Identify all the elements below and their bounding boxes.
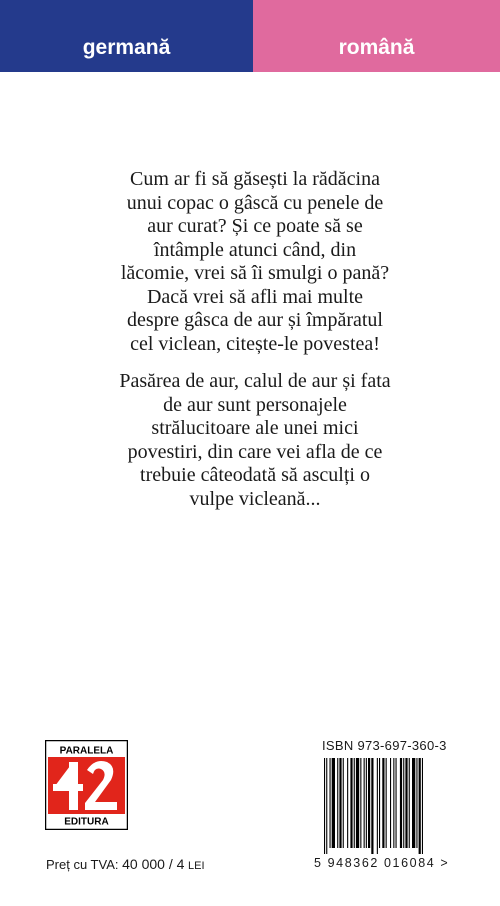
blurb-line: trebuie câteodată să asculți o xyxy=(140,464,370,486)
price-currency: LEI xyxy=(188,860,205,872)
blurb-line: de aur sunt personajele xyxy=(163,393,347,416)
barcode-bar xyxy=(324,758,325,854)
publisher-logo xyxy=(45,740,128,830)
blurb-line: lăcomie, vrei să îi smulgi o pană? xyxy=(120,262,390,284)
barcode-digits: 5 948362 016084 > xyxy=(314,856,450,870)
barcode-bar xyxy=(368,758,370,848)
blurb-paragraph-2 xyxy=(90,370,420,511)
blurb-paragraph-1 xyxy=(90,168,420,356)
logo-name-top: PARALELA xyxy=(59,745,114,757)
barcode-bar xyxy=(403,758,404,848)
isbn-number: ISBN 973-697-360-3 xyxy=(322,738,447,753)
blurb-line: vulpe vicleană... xyxy=(189,487,321,510)
barcode-bar xyxy=(364,758,365,848)
barcode-bar xyxy=(371,758,373,854)
barcode-bar xyxy=(386,758,387,848)
blurb-line: despre gâsca de aur și împăratul xyxy=(126,309,383,331)
barcode-bar xyxy=(393,758,394,848)
blurb-line: povestiri, din care vei afla de ce xyxy=(127,440,383,463)
language-label-german: germană xyxy=(82,36,171,59)
barcode-bar xyxy=(409,758,410,848)
language-label-romanian: română xyxy=(338,36,415,59)
barcode-bar xyxy=(332,758,335,848)
barcode-bar xyxy=(419,758,421,854)
barcode-bar xyxy=(337,758,338,848)
barcode-bar xyxy=(350,758,352,848)
barcode-bar xyxy=(343,758,344,848)
barcode-bar xyxy=(326,758,327,854)
language-header xyxy=(0,0,500,72)
blurb-line: Dacă vrei să afli mai multe xyxy=(146,285,363,308)
blurb-line: aur curat? Și ce poate să se xyxy=(147,215,363,237)
barcode-bar xyxy=(400,758,402,848)
blurb-line: unui copac o gâscă cu penele de xyxy=(126,191,384,214)
barcode-bar xyxy=(347,758,348,848)
barcode-bar xyxy=(330,758,331,848)
price-line xyxy=(46,856,205,872)
price-value: 40 000 / 4 xyxy=(122,856,185,872)
blurb-line: Cum ar fi să găsești la rădăcina xyxy=(130,168,380,190)
price-label: Preț cu TVA: xyxy=(46,857,119,872)
blurb-line: Pasărea de aur, calul de aur și fata xyxy=(119,370,391,392)
barcode-bar xyxy=(390,758,391,848)
blurb-line: cel viclean, citește-le povestea! xyxy=(130,332,380,355)
barcode-bar xyxy=(354,758,355,848)
language-tab-german xyxy=(0,0,253,72)
barcode-bar xyxy=(379,758,380,848)
blurb-line: strălucitoare ale unei mici xyxy=(151,417,359,439)
barcode-bar xyxy=(366,758,367,848)
barcode-bar xyxy=(412,758,415,848)
blurb-line: întâmple atunci când, din xyxy=(153,238,357,261)
barcode-bar xyxy=(382,758,384,848)
language-tab-romanian xyxy=(253,0,500,72)
logo-name-bottom: EDITURA xyxy=(64,816,109,828)
barcode-bar xyxy=(396,758,397,848)
barcode-bar xyxy=(377,758,378,854)
barcode-bar xyxy=(416,758,417,848)
barcode-bar xyxy=(405,758,407,848)
barcode-bar xyxy=(422,758,423,854)
logo-four-bar xyxy=(53,784,83,791)
barcode xyxy=(322,758,470,854)
barcode-bar xyxy=(339,758,341,848)
barcode-bar xyxy=(360,758,361,848)
barcode-bar xyxy=(356,758,359,848)
